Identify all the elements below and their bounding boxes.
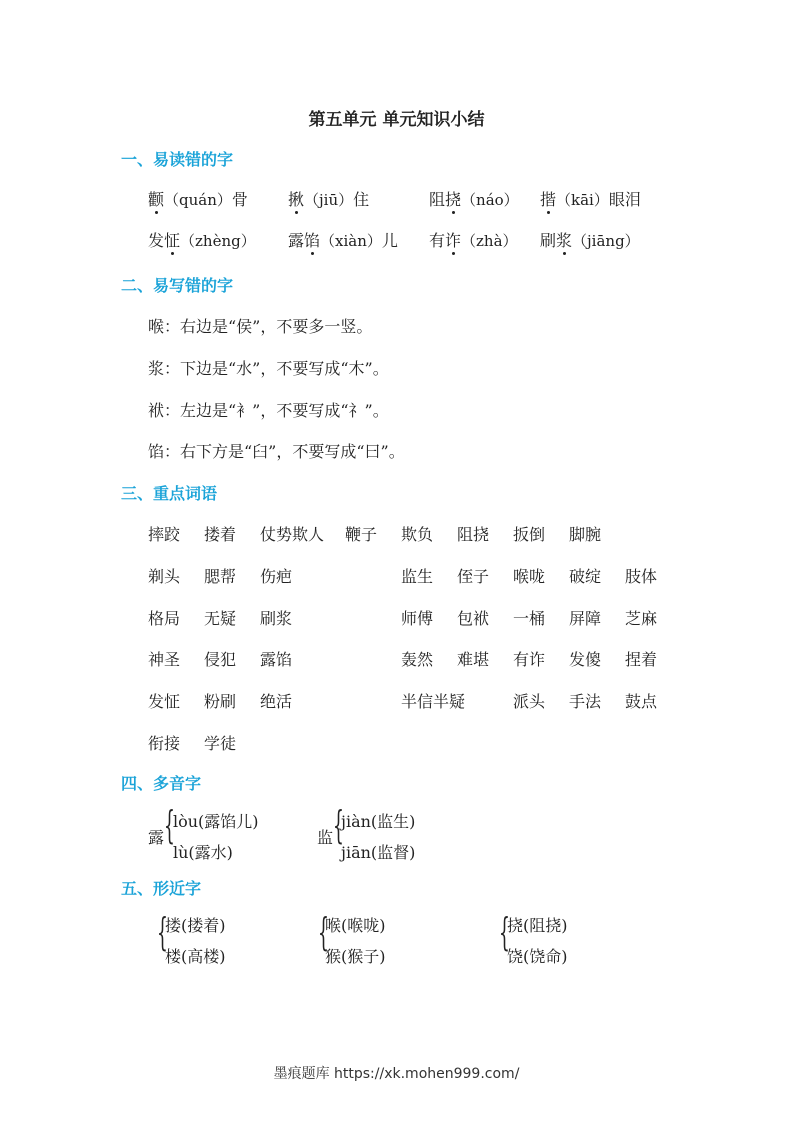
word-item: 一桶: [513, 609, 546, 628]
polyphone-reading: lù(露水): [173, 843, 233, 862]
word-item: 格局: [148, 609, 181, 628]
word-item: 无疑: [204, 609, 237, 628]
brace-icon: {: [318, 910, 329, 954]
brace-icon: {: [499, 910, 510, 954]
word-item: 师傅: [401, 609, 434, 628]
word-item: 腮帮: [204, 567, 237, 586]
reading-item: 揩（kāi）眼泪: [540, 190, 641, 209]
word-item: 搂着: [204, 525, 237, 544]
polyphone-reading: lòu(露馅儿): [173, 812, 259, 831]
footer-watermark: 墨痕题库 https://xk.mohen999.com/: [273, 1066, 520, 1082]
word-item: 有诈: [513, 650, 546, 669]
similar-item: 楼(高楼): [165, 947, 226, 966]
word-item: 肢体: [625, 567, 658, 586]
reading-item: 颧（quán）骨: [148, 190, 248, 209]
reading-item: 刷浆（jiāng）: [540, 231, 640, 250]
page-title: 第五单元 单元知识小结: [308, 110, 485, 130]
section-heading-2: 二、易写错的字: [121, 276, 234, 295]
word-item: 阻挠: [457, 525, 490, 544]
reading-row-2: [0, 228, 793, 250]
reading-row-1: [0, 187, 793, 209]
similar-item: 饶(饶命): [507, 947, 568, 966]
word-item: 捏着: [625, 650, 658, 669]
word-item: 侄子: [457, 567, 490, 586]
word-item: 喉咙: [513, 567, 546, 586]
word-item: 脚腕: [569, 525, 602, 544]
section-heading-5: 五、形近字: [121, 879, 202, 898]
brace-icon: {: [164, 803, 175, 847]
polyphone-char: 监: [317, 828, 334, 847]
brace-icon: {: [333, 803, 344, 847]
word-item: 衔接: [148, 734, 181, 753]
word-item: 仗势欺人: [260, 525, 325, 544]
writing-note: 浆：下边是“水”，不要写成“木”。: [148, 359, 389, 378]
word-item: 伤疤: [260, 567, 293, 586]
word-item: 扳倒: [513, 525, 546, 544]
word-item: 包袱: [457, 609, 490, 628]
writing-note: 袱：左边是“衤”，不要写成“礻”。: [148, 401, 389, 420]
reading-item: 发怔（zhèng）: [148, 231, 256, 250]
word-item: 学徒: [204, 734, 237, 753]
writing-note: 馅：右下方是“臼”，不要写成“曰”。: [148, 442, 405, 461]
word-item: 露馅: [260, 650, 293, 669]
section-heading-4: 四、多音字: [121, 774, 202, 793]
section-heading-3: 三、重点词语: [121, 484, 218, 503]
similar-item: 猴(猴子): [325, 947, 386, 966]
word-item: 发傻: [569, 650, 602, 669]
word-item: 轰然: [401, 650, 434, 669]
polyphone-reading: jiàn(监生): [341, 812, 416, 831]
word-item: 屏障: [569, 609, 602, 628]
word-item: 绝活: [260, 692, 293, 711]
reading-item: 有诈（zhà）: [429, 231, 518, 250]
word-item: 粉刷: [204, 692, 237, 711]
word-item: 派头: [513, 692, 546, 711]
word-item: 鼓点: [625, 692, 658, 711]
brace-icon: {: [157, 910, 168, 954]
word-item: 摔跤: [148, 525, 181, 544]
word-item: 神圣: [148, 650, 181, 669]
similar-item: 挠(阻挠): [507, 916, 568, 935]
similar-item: 搂(搂着): [165, 916, 226, 935]
similar-item: 喉(喉咙): [325, 916, 386, 935]
word-item: 侵犯: [204, 650, 237, 669]
word-item: 破绽: [569, 567, 602, 586]
word-item: 欺负: [401, 525, 434, 544]
word-item: 半信半疑: [401, 692, 466, 711]
polyphone-reading: jiān(监督): [341, 843, 416, 862]
word-item: 芝麻: [625, 609, 658, 628]
word-item: 刷浆: [260, 609, 293, 628]
reading-item: 揪（jiū）住: [288, 190, 370, 209]
writing-note: 喉：右边是“侯”，不要多一竖。: [148, 317, 373, 336]
reading-item: 露馅（xiàn）儿: [288, 231, 398, 250]
word-item: 鞭子: [345, 525, 378, 544]
word-item: 难堪: [457, 650, 490, 669]
polyphone-char: 露: [148, 828, 165, 847]
reading-item: 阻挠（náo）: [429, 190, 519, 209]
word-item: 手法: [569, 692, 602, 711]
word-item: 剃头: [148, 567, 181, 586]
word-item: 发怔: [148, 692, 181, 711]
word-item: 监生: [401, 567, 434, 586]
section-heading-1: 一、易读错的字: [121, 150, 234, 169]
